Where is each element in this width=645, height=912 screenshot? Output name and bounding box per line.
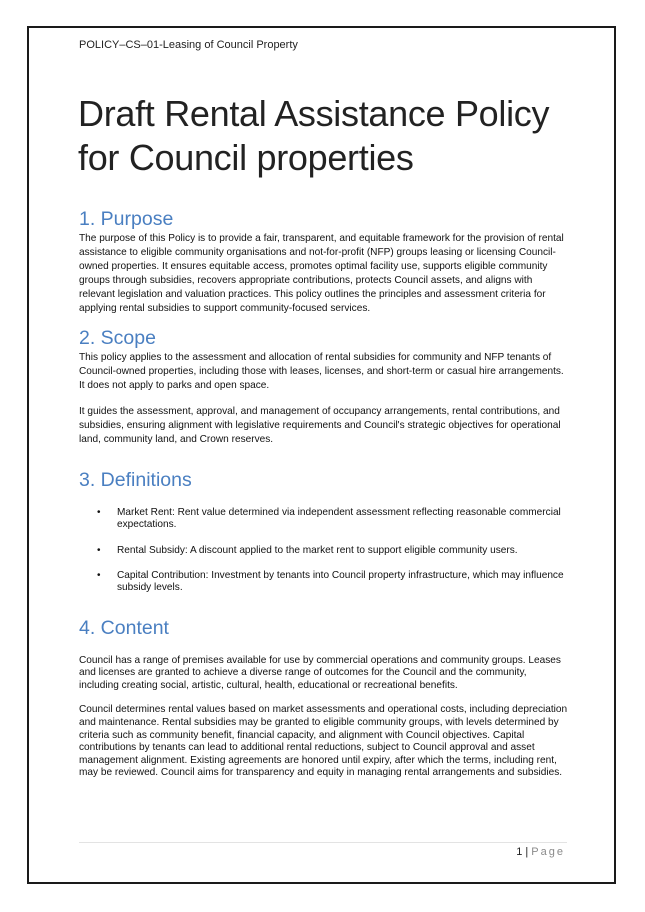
content-paragraph-1: Council has a range of premises available for use by commercial operations and community groups. Leases and licenses are granted to achieve a diverse range of outcomes for the Council and the community, including creating social, artistic, cultural, health, educational or recreational benefits.: [79, 654, 561, 691]
definition-rental-subsidy: Rental Subsidy: A discount applied to the market rent to support eligible community users.: [117, 544, 518, 556]
list-item: [79, 507, 569, 532]
definitions-list: [79, 507, 569, 594]
list-item: [79, 545, 569, 557]
scope-paragraph-2: It guides the assessment, approval, and management of occupancy arrangements, rental contributions, and subsidies, ensuring alignment with legislative requirements and Council's strategic objectives for operational land, community land, and Crown reserves.: [79, 405, 561, 446]
footer-divider: [79, 842, 567, 843]
section-heading-definitions: 3. Definitions: [79, 469, 192, 492]
document-header: POLICY–CS–01-Leasing of Council Property: [79, 39, 298, 51]
section-heading-content: 4. Content: [79, 616, 169, 639]
bullet-icon: •: [97, 544, 101, 556]
definition-market-rent: Market Rent: Rent value determined via independent assessment reflecting reasonable commercial expectations.: [117, 507, 561, 531]
bullet-icon: •: [97, 507, 101, 519]
document-body: [79, 206, 569, 780]
section-heading-scope: 2. Scope: [79, 326, 156, 349]
title-line-1: Draft Rental Assistance Policy: [78, 93, 550, 134]
page-number: [516, 846, 565, 858]
definition-capital-contribution: Capital Contribution: Investment by tenants into Council property infrastructure, which may influence subsidy levels.: [117, 570, 564, 594]
page-title: [78, 92, 598, 180]
page-separator: |: [525, 846, 529, 858]
page-number-value: 1: [516, 846, 523, 858]
section-heading-purpose: 1. Purpose: [79, 208, 174, 230]
page-label: Page: [531, 846, 565, 858]
bullet-icon: •: [97, 570, 101, 582]
title-line-2: for Council properties: [78, 137, 414, 178]
purpose-paragraph: The purpose of this Policy is to provide a fair, transparent, and equitable framework for the provision of rental assistance to eligible community organisations and not-for-profit (NFP) groups leasing or licensing Council-owned properties. It ensures equitable access, promotes optimal facility use, supports eligible community groups through subsidies, recovers appropriate contributions, protects Council assets, and aligns with relevant legislation and valuation practices. This policy outlines the principles and assessment criteria for applying rental subsidies to support community-focused services.: [79, 233, 564, 315]
content-paragraph-2: Council determines rental values based on market assessments and operational costs, including depreciation and maintenance. Rental subsidies may be granted to eligible community groups, with levels determined by criteria such as community benefit, financial capacity, and alignment with Council objectives. Capital contributions by tenants can lead to additional rental reductions, subject to Council approval and asset management alignment. Existing agreements are honored until expiry, after which the terms, including rent, may be reviewed. Council aims for transparency and equity in managing rental arrangements and subsidies.: [79, 704, 568, 779]
list-item: [79, 570, 569, 595]
scope-paragraph-1: This policy applies to the assessment and allocation of rental subsidies for community and NFP tenants of Council-owned properties, including those with leases, licenses, and short-term or casual hire arrangements. It does not apply to parks and open space.: [79, 351, 564, 391]
